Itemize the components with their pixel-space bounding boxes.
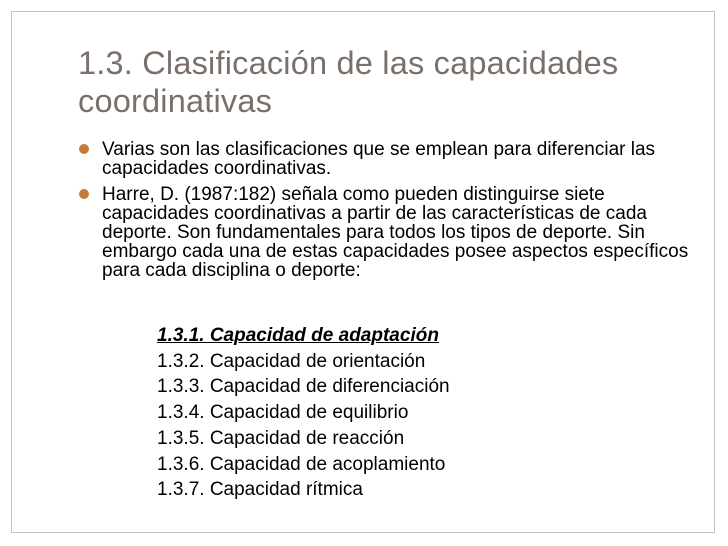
capacity-item-ritmica: 1.3.7. Capacidad rítmica	[157, 479, 363, 501]
capacities-list	[157, 323, 657, 503]
slide-title: 1.3. Clasificación de las capacidades coordinativas	[78, 45, 619, 119]
capacity-item-diferenciacion: 1.3.3. Capacidad de diferenciación	[157, 376, 450, 398]
capacity-item-acoplamiento: 1.3.6. Capacidad de acoplamiento	[157, 453, 446, 475]
bullet-list	[78, 140, 698, 287]
capacity-item-equilibrio: 1.3.4. Capacidad de equilibrio	[157, 402, 409, 424]
bullet-dot-icon	[79, 189, 89, 199]
bullet-dot-icon	[79, 144, 89, 154]
bullet-item	[78, 140, 698, 178]
capacity-item-adaptacion[interactable]: 1.3.1. Capacidad de adaptación	[157, 325, 439, 346]
bullet-text: Varias son las clasificaciones que se emplean para diferenciar las capacidades coordinativas.	[102, 139, 656, 179]
bullet-item	[78, 185, 698, 280]
capacity-item-orientacion: 1.3.2. Capacidad de orientación	[157, 350, 426, 372]
capacity-item-reaccion: 1.3.5. Capacidad de reacción	[157, 427, 405, 449]
bullet-text: Harre, D. (1987:182) señala como pueden distinguirse siete capacidades coordinativas a partir de las características de cada deporte. Son fundamentales para todos los tipos de deporte. Sin embargo cada una de estas capacidades posee aspectos específicos para cada disciplina o deporte:	[102, 184, 689, 281]
